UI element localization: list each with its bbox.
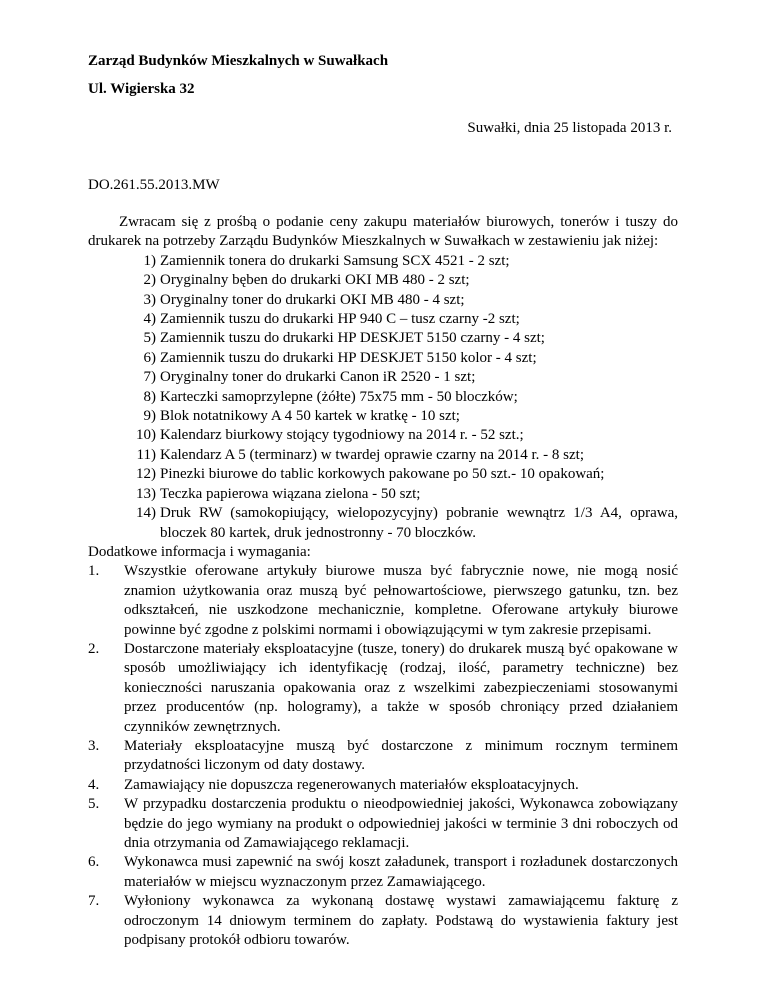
requirement-number: 5. bbox=[88, 796, 100, 813]
item-text: Blok notatnikowy A 4 50 kartek w kratkę - 10 szt; bbox=[160, 408, 460, 425]
item-number: 9) bbox=[143, 408, 156, 425]
requirements-list bbox=[88, 562, 678, 950]
requirement-text: W przypadku dostarczenia produktu o nieodpowiedniej jakości, Wykonawca zobowiązany będzie do jego wymiany na produkt o odpowiedniej jakości w terminie 3 dni roboczych od dnia otrzymania od Zamawiającego reklamacji. bbox=[124, 796, 678, 851]
list-item bbox=[88, 310, 678, 329]
list-item bbox=[88, 329, 678, 348]
item-number: 7) bbox=[143, 369, 156, 386]
item-text: Kalendarz A 5 (terminarz) w twardej oprawie czarny na 2014 r. - 8 szt; bbox=[160, 446, 584, 463]
requirement-text: Wykonawca musi zapewnić na swój koszt załadunek, transport i rozładunek dostarczonych materiałów w miejscu wyznaczonym przez Zamawiającego. bbox=[124, 854, 678, 890]
item-text: Oryginalny bęben do drukarki OKI MB 480 - 2 szt; bbox=[160, 272, 470, 289]
list-item bbox=[88, 388, 678, 407]
item-text: Pinezki biurowe do tablic korkowych pakowane po 50 szt.- 10 opakowań; bbox=[160, 466, 605, 483]
list-item bbox=[88, 504, 678, 543]
item-number: 1) bbox=[143, 252, 156, 269]
list-item bbox=[88, 349, 678, 368]
item-number: 4) bbox=[143, 311, 156, 328]
item-text: Karteczki samoprzylepne (żółte) 75x75 mm - 50 bloczków; bbox=[160, 388, 518, 405]
item-text: Oryginalny toner do drukarki Canon iR 2520 - 1 szt; bbox=[160, 369, 476, 386]
requirement-number: 4. bbox=[88, 776, 100, 793]
letter-body bbox=[88, 213, 678, 950]
item-number: 13) bbox=[136, 485, 156, 502]
item-text: Zamiennik tuszu do drukarki HP 940 C – tusz czarny -2 szt; bbox=[160, 311, 520, 328]
list-item bbox=[88, 485, 678, 504]
requirement-number: 3. bbox=[88, 737, 100, 754]
requirement-text: Wszystkie oferowane artykuły biurowe musza być fabrycznie nowe, nie mogą nosić znamion użytkowania oraz muszą być pełnowartościowe, pierwszego gatunku, tzn. bez odkształceń, nie uszkodzone mechanicznie, kompletne. Oferowane artykuły biurowe powinne być zgodne z polskimi normami i obowiązującymi w tym zakresie przepisami. bbox=[124, 563, 678, 638]
requirement-item bbox=[88, 640, 678, 737]
requirement-text: Materiały eksploatacyjne muszą być dostarczone z minimum rocznym terminem przydatności liczonym od daty dostawy. bbox=[124, 737, 678, 774]
item-number: 14) bbox=[136, 505, 156, 522]
requirement-item bbox=[88, 737, 678, 776]
item-text: Zamiennik tuszu do drukarki HP DESKJET 5150 kolor - 4 szt; bbox=[160, 349, 537, 366]
list-item bbox=[88, 465, 678, 484]
requirement-text: Wyłoniony wykonawca za wykonaną dostawę wystawi zamawiającemu fakturę z odroczonym 14 dniowym terminem do zapłaty. Podstawą do wystawienia faktury jest podpisany protokół odbioru towarów. bbox=[124, 893, 678, 949]
organization-address: Ul. Wigierska 32 bbox=[88, 81, 195, 97]
list-item bbox=[88, 271, 678, 290]
requirement-item bbox=[88, 562, 678, 640]
list-item bbox=[88, 291, 678, 310]
requirement-item bbox=[88, 853, 678, 892]
intro-paragraph: Zwracam się z prośbą o podanie ceny zakupu materiałów biurowych, tonerów i tuszy do drukarek na potrzeby Zarządu Budynków Mieszkalnych w Suwałkach w zestawieniu jak niżej: bbox=[88, 214, 678, 250]
organization-name: Zarząd Budynków Mieszkalnych w Suwałkach bbox=[88, 53, 389, 69]
reference-number: DO.261.55.2013.MW bbox=[88, 177, 220, 193]
requirement-number: 1. bbox=[88, 563, 100, 580]
item-number: 10) bbox=[136, 427, 156, 444]
item-number: 5) bbox=[143, 330, 156, 347]
item-text: Zamiennik tuszu do drukarki HP DESKJET 5150 czarny - 4 szt; bbox=[160, 330, 545, 347]
item-text: Teczka papierowa wiązana zielona - 50 szt; bbox=[160, 485, 421, 502]
item-number: 12) bbox=[136, 466, 156, 483]
requirement-item bbox=[88, 892, 678, 950]
item-number: 11) bbox=[136, 446, 156, 463]
list-item bbox=[88, 426, 678, 445]
requirement-number: 6. bbox=[88, 854, 100, 871]
requirement-number: 7. bbox=[88, 893, 100, 910]
list-item bbox=[88, 252, 678, 271]
item-text: Oryginalny toner do drukarki OKI MB 480 - 4 szt; bbox=[160, 291, 465, 308]
item-number: 6) bbox=[143, 349, 156, 366]
requirement-item bbox=[88, 795, 678, 853]
requirement-text: Dostarczone materiały eksploatacyjne (tusze, tonery) do drukarek muszą być opakowane w sposób umożliwiający ich identyfikację (rodzaj, ilość, parametry techniczne) bez konieczności naruszania opakowania oraz z wszelkimi zabezpieczeniami stosowanymi przez producentów (np. hologramy), a także w sposób chroniący przed działaniem czynników zewnętrznych. bbox=[124, 640, 678, 735]
requirement-number: 2. bbox=[88, 640, 100, 657]
list-item bbox=[88, 446, 678, 465]
item-number: 3) bbox=[143, 291, 156, 308]
list-item bbox=[88, 368, 678, 387]
item-text: Zamiennik tonera do drukarki Samsung SCX 4521 - 2 szt; bbox=[160, 252, 510, 269]
additional-info-heading: Dodatkowe informacja i wymagania: bbox=[88, 543, 311, 560]
requirement-text: Zamawiający nie dopuszcza regenerowanych materiałów eksploatacyjnych. bbox=[124, 776, 579, 793]
item-number: 8) bbox=[143, 388, 156, 405]
items-list bbox=[88, 252, 678, 543]
list-item bbox=[88, 407, 678, 426]
date-line: Suwałki, dnia 25 listopada 2013 r. bbox=[467, 120, 672, 136]
item-number: 2) bbox=[143, 272, 156, 289]
item-text: Druk RW (samokopiujący, wielopozycyjny) pobranie wewnątrz 1/3 A4, oprawa, bloczek 80 kartek, druk jednostronny - 70 bloczków. bbox=[160, 505, 678, 541]
item-text: Kalendarz biurkowy stojący tygodniowy na 2014 r. - 52 szt.; bbox=[160, 427, 524, 444]
requirement-item bbox=[88, 776, 678, 795]
